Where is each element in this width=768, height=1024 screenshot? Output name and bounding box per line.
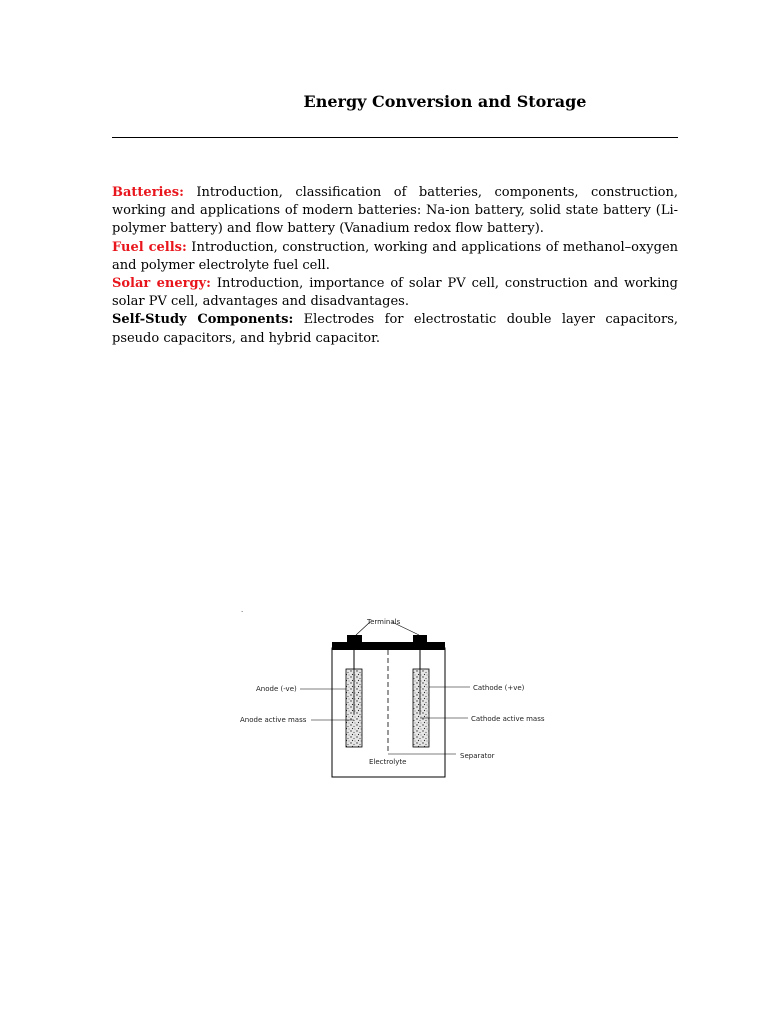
syllabus-body [112,184,678,348]
battery-diagram-svg [236,604,556,784]
stray-mark: . [241,606,244,614]
label-anode-active-mass: Anode active mass [240,716,307,724]
label-terminals: Terminals [367,618,401,626]
section-self-study [112,311,678,347]
cathode-terminal [413,635,427,643]
anode-terminal [347,635,362,643]
section-fuel-cells [112,239,678,275]
section-text-batteries: Introduction, classification of batteries, components, construction, working and applications of modern batteries: Na-ion battery, solid state battery (Li-polymer battery) and flow battery (Vanadium redox flow battery). [112,185,678,237]
section-heading-self-study: Self-Study Components: [112,312,294,328]
label-anode: Anode (-ve) [256,685,297,693]
page-title: Energy Conversion and Storage [303,92,587,111]
label-cathode-active-mass: Cathode active mass [471,715,545,723]
label-separator: Separator [460,752,495,760]
section-solar-energy [112,275,678,311]
section-text-solar-energy: Introduction, importance of solar PV cell, construction and working solar PV cell, advantages and disadvantages. [112,276,678,310]
cathode-active-mass [413,669,429,747]
section-text-fuel-cells: Introduction, construction, working and applications of methanol–oxygen and polymer electrolyte fuel cell. [112,239,679,273]
section-heading-batteries: Batteries: [112,185,184,200]
battery-lid [332,642,445,650]
label-electrolyte: Electrolyte [369,758,407,766]
label-cathode: Cathode (+ve) [473,684,525,692]
title-divider [112,137,678,138]
section-text-self-study: Electrodes for electrostatic double layer capacitors, pseudo capacitors, and hybrid capacitor. [112,312,678,346]
section-heading-solar-energy: Solar energy: [112,276,211,292]
section-batteries [112,184,678,239]
battery-diagram [236,604,556,784]
section-heading-fuel-cells: Fuel cells: [112,239,187,255]
